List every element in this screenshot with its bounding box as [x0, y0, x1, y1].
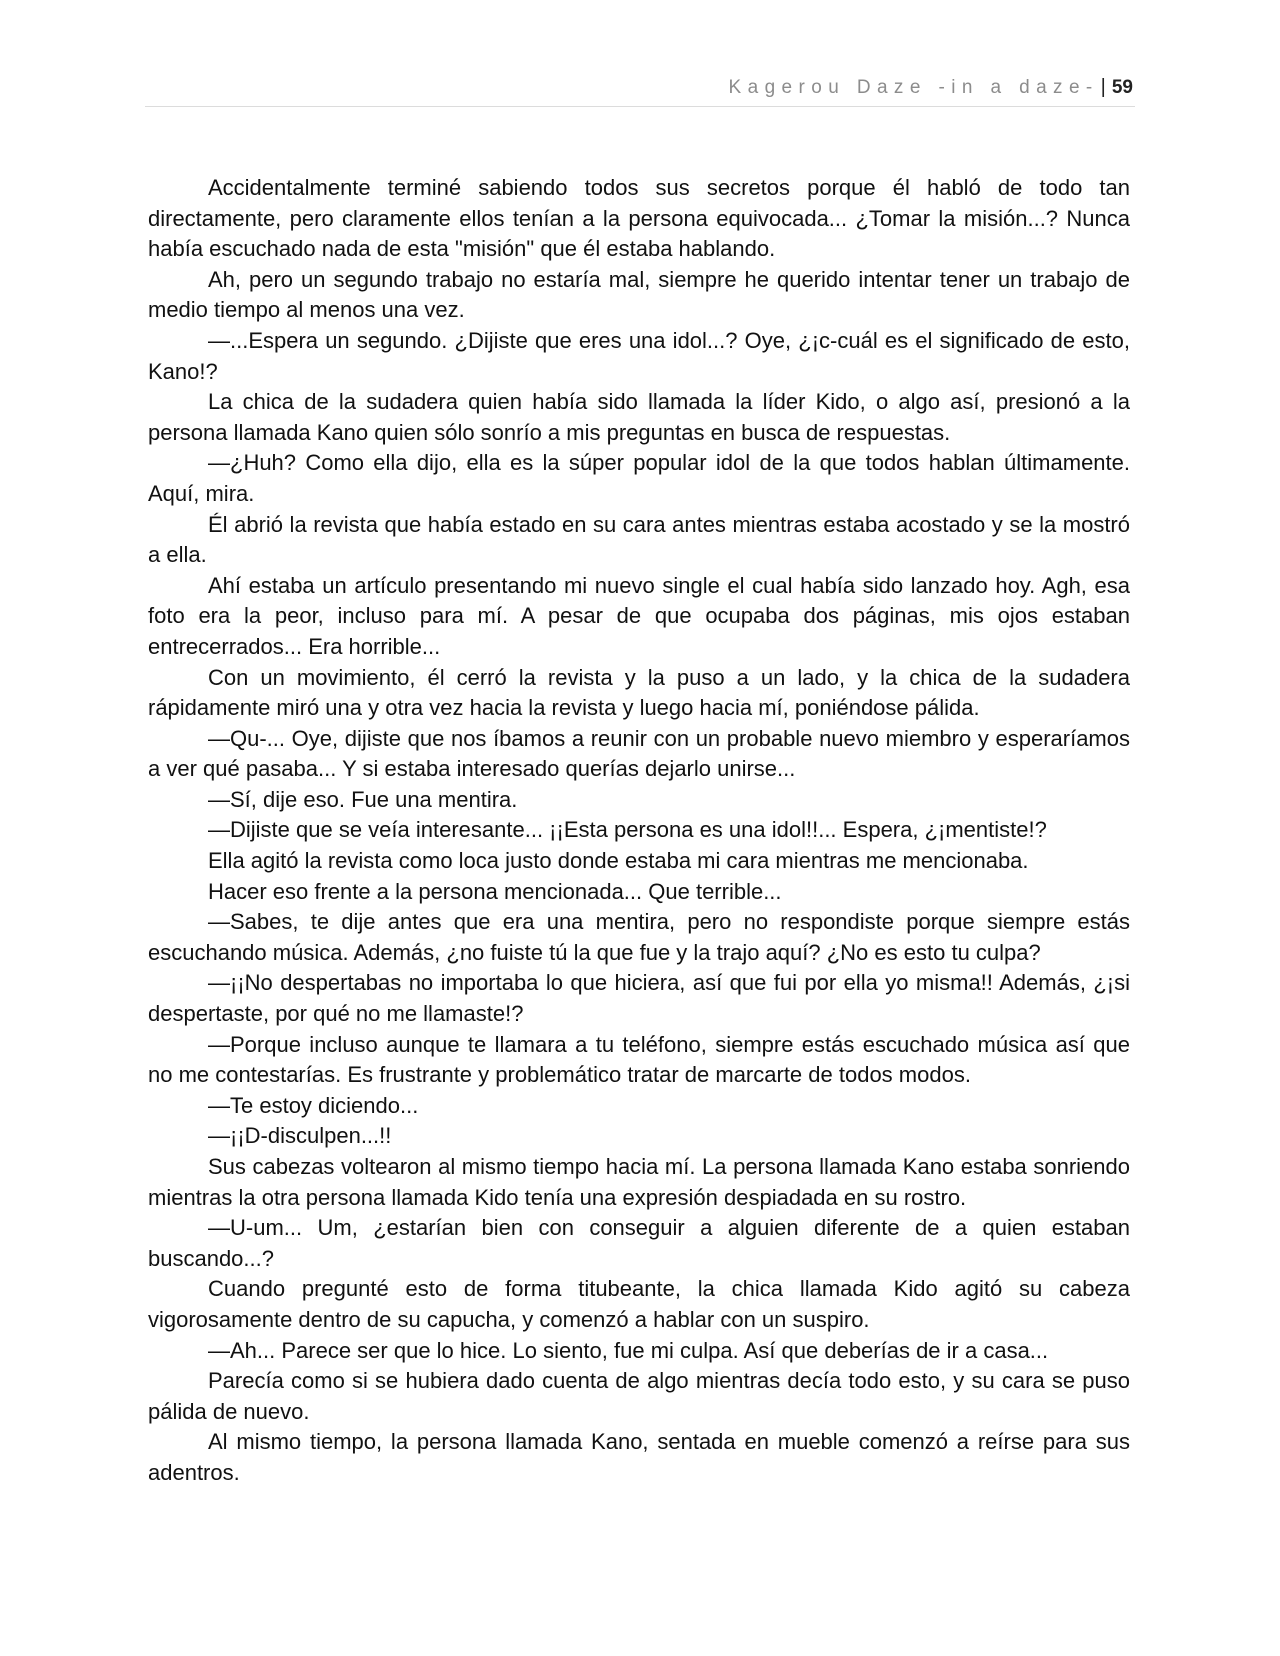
- paragraph: Accidentalmente terminé sabiendo todos sus secretos porque él habló de todo tan directamente, pero claramente ellos tenían a la persona equivocada... ¿Tomar la misión...? Nunca había escuchado nada de esta "misión" que él estaba hablando.: [148, 175, 1130, 262]
- paragraph: Al mismo tiempo, la persona llamada Kano, sentada en mueble comenzó a reírse para sus adentros.: [148, 1429, 1130, 1485]
- paragraph: —Porque incluso aunque te llamara a tu teléfono, siempre estás escuchado música así que no me contestarías. Es frustrante y problemático tratar de marcarte de todos modos.: [148, 1031, 1130, 1088]
- paragraph: —Qu-... Oye, dijiste que nos íbamos a reunir con un probable nuevo miembro y esperaríamos a ver qué pasaba... Y si estaba interesado querías dejarlo unirse...: [148, 725, 1130, 782]
- paragraph: —¡¡No despertabas no importaba lo que hiciera, así que fui por ella yo misma!! Además, ¿¡si despertaste, por qué no me llamaste!?: [148, 970, 1130, 1027]
- paragraph: —Sabes, te dije antes que era una mentira, pero no respondiste porque siempre estás escuchando música. Además, ¿no fuiste tú la que fue y la trajo aquí? ¿No es esto tu culpa?: [148, 909, 1130, 965]
- book-title: Kagerou Daze -in a daze-: [728, 77, 1099, 98]
- paragraph: —Te estoy diciendo...: [208, 1092, 419, 1118]
- paragraph: —U-um... Um, ¿estarían bien con conseguir a alguien diferente de a quien estaban buscando...?: [148, 1215, 1130, 1271]
- paragraph: —...Espera un segundo. ¿Dijiste que eres una idol...? Oye, ¿¡c-cuál es el significado de esto, Kano!?: [148, 327, 1130, 384]
- paragraph: —¿Huh? Como ella dijo, ella es la súper popular idol de la que todos hablan últimamente. Aquí, mira.: [148, 450, 1130, 506]
- paragraph: La chica de la sudadera quien había sido llamada la líder Kido, o algo así, presionó a la persona llamada Kano quien sólo sonrío a mis preguntas en busca de respuestas.: [148, 389, 1130, 445]
- paragraph: Ella agitó la revista como loca justo donde estaba mi cara mientras me mencionaba.: [208, 848, 1029, 874]
- paragraph: —Sí, dije eso. Fue una mentira.: [208, 786, 518, 812]
- paragraph: Con un movimiento, él cerró la revista y la puso a un lado, y la chica de la sudadera rápidamente miró una y otra vez hacia la revista y luego hacia mí, poniéndose pálida.: [148, 664, 1130, 721]
- page-body: [148, 173, 1130, 1489]
- header-line: [729, 76, 1133, 99]
- paragraph: Parecía como si se hubiera dado cuenta de algo mientras decía todo esto, y su cara se puso pálida de nuevo.: [148, 1368, 1130, 1424]
- paragraph: —¡¡D-disculpen...!!: [208, 1123, 392, 1149]
- paragraph: Ah, pero un segundo trabajo no estaría mal, siempre he querido intentar tener un trabajo de medio tiempo al menos una vez.: [148, 266, 1130, 323]
- paragraph: Ahí estaba un artículo presentando mi nuevo single el cual había sido lanzado hoy. Agh, esa foto era la peor, incluso para mí. A pesar de que ocupaba dos páginas, mis ojos estaban entrecerrados... Era horrible...: [148, 572, 1130, 659]
- page-header: [145, 70, 1135, 107]
- paragraph: —Ah... Parece ser que lo hice. Lo siento, fue mi culpa. Así que deberías de ir a casa...: [208, 1337, 1049, 1363]
- paragraph: Hacer eso frente a la persona mencionada... Que terrible...: [208, 878, 782, 904]
- paragraph: Él abrió la revista que había estado en su cara antes mientras estaba acostado y se la mostró a ella.: [148, 511, 1130, 568]
- paragraph: Sus cabezas voltearon al mismo tiempo hacia mí. La persona llamada Kano estaba sonriendo mientras la otra persona llamada Kido tenía una expresión despiadada en su rostro.: [148, 1154, 1130, 1210]
- page-number: 59: [1111, 77, 1133, 98]
- paragraph: Cuando pregunté esto de forma titubeante, la chica llamada Kido agitó su cabeza vigorosamente dentro de su capucha, y comenzó a hablar con un suspiro.: [148, 1276, 1130, 1332]
- paragraph: —Dijiste que se veía interesante... ¡¡Esta persona es una idol!!... Espera, ¿¡mentiste!?: [208, 817, 1047, 843]
- header-separator: |: [1100, 76, 1106, 98]
